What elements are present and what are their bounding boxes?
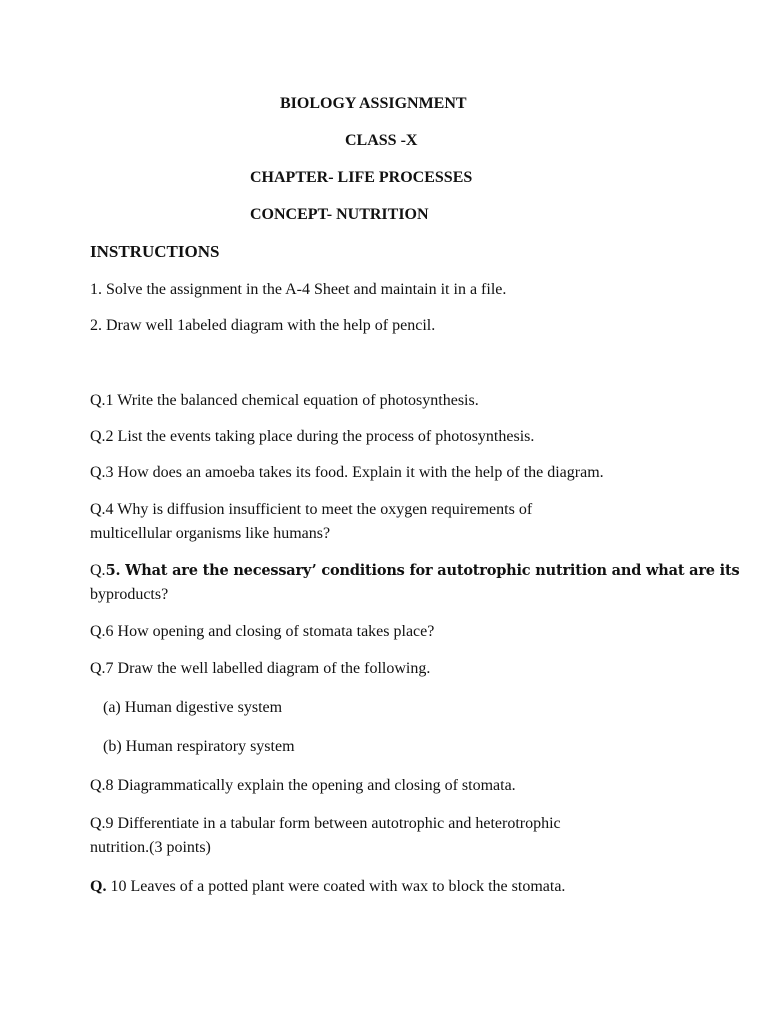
question-5-prefix: Q. <box>90 562 106 579</box>
question-2: Q.2 List the events taking place during the process of photosynthesis. <box>90 428 535 445</box>
question-5-bold-text: 5. What are the necessary’ conditions for autotrophic nutrition and what are its <box>105 562 740 579</box>
instruction-item: 1. Solve the assignment in the A-4 Sheet and maintain it in a file. <box>90 281 507 298</box>
question-3: Q.3 How does an amoeba takes its food. Explain it with the help of the diagram. <box>90 464 604 481</box>
question-9-line-2: nutrition.(3 points) <box>90 839 211 856</box>
question-4-line-1: Q.4 Why is diffusion insufficient to meet the oxygen requirements of <box>90 501 533 518</box>
question-6: Q.6 How opening and closing of stomata takes place? <box>90 623 435 640</box>
question-10 <box>90 875 565 898</box>
class-label: CLASS -X <box>345 132 418 149</box>
concept-label: CONCEPT- NUTRITION <box>250 206 429 223</box>
question-10-prefix: Q. <box>90 878 107 895</box>
question-7-part-a: (a) Human digestive system <box>103 699 283 716</box>
chapter-label: CHAPTER- LIFE PROCESSES <box>250 169 473 186</box>
question-7: Q.7 Draw the well labelled diagram of the following. <box>90 660 431 677</box>
question-1: Q.1 Write the balanced chemical equation of photosynthesis. <box>90 392 479 409</box>
question-7-part-b: (b) Human respiratory system <box>103 738 295 755</box>
question-8: Q.8 Diagrammatically explain the opening and closing of stomata. <box>90 777 516 794</box>
instructions-heading: INSTRUCTIONS <box>90 242 220 261</box>
instruction-item: 2. Draw well 1abeled diagram with the help of pencil. <box>90 317 436 334</box>
question-9-line-1: Q.9 Differentiate in a tabular form between autotrophic and heterotrophic <box>90 815 561 832</box>
question-10-text: 10 Leaves of a potted plant were coated with wax to block the stomata. <box>106 878 566 895</box>
question-5-line-2: byproducts? <box>90 586 169 603</box>
question-4-line-2: multicellular organisms like humans? <box>90 525 331 542</box>
question-5-line-1 <box>90 559 739 582</box>
assignment-title: BIOLOGY ASSIGNMENT <box>280 95 467 112</box>
